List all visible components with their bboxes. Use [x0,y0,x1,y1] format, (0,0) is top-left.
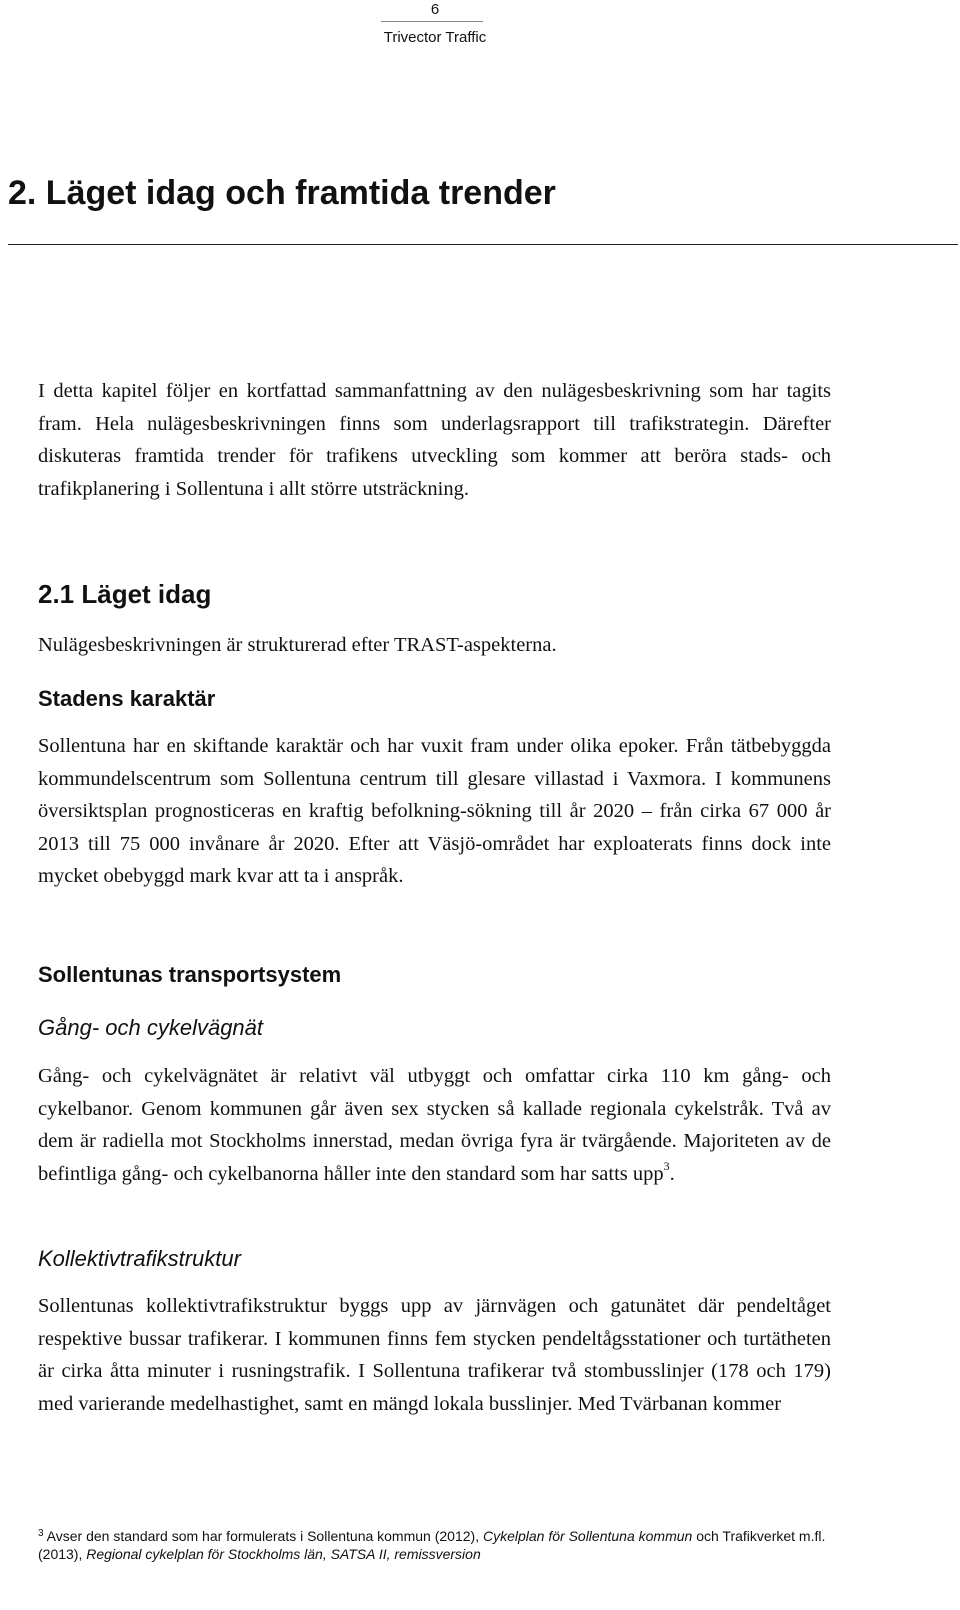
header-divider [381,21,483,22]
page-number: 6 [430,1,440,18]
intro-paragraph: I detta kapitel följer en kortfattad sammanfattning av den nulägesbeskrivning som har tagits fram. Hela nulägesbeskrivningen finns som underlagsrapport till trafikstrategin. Därefter diskuteras framtida trender för trafikens utveckling som kommer att beröra stads- och trafikplanering i Sollentuna i allt större utsträckning. [38,380,831,500]
kollektiv-paragraph: Sollentunas kollektivtrafikstruktur byggs upp av järnvägen och gatunätet där pendeltåget respektive bussar trafikerar. I kommunen finns fem stycken pendeltågsstationer och turtätheten är cirka åtta minuter i rusningstrafik. I Sollentuna trafikerar två stombusslinjer (178 och 179) med varierande medelhastighet, samt en mängd lokala busslinjer. Med Tvärbanan kommer [38,1295,831,1415]
section-heading: 2.1 Läget idag [38,579,212,609]
footnote-text-a: Avser den standard som har formulerats i Sollentuna kommun (2012), [43,1528,483,1544]
footnote-title-a: Cykelplan för Sollentuna kommun [482,1528,693,1544]
gang-cykel-end: . [669,1162,675,1185]
subheading-kollektivtrafikstruktur: Kollektivtrafikstruktur [38,1246,241,1271]
subheading-stadens-karaktar: Stadens karaktär [38,686,216,711]
footnote-number: 3 [38,1528,44,1539]
chapter-title: 2. Läget idag och framtida trender [8,174,556,212]
footnote-reference[interactable]: 3 [663,1158,670,1173]
gang-cykel-paragraph [38,1060,831,1190]
stadens-karaktar-paragraph: Sollentuna har en skiftande karaktär och har vuxit fram under olika epoker. Från tätbebyggda kommundelscentrum som Sollentuna centrum till glesare villastad i Vaxmora. I kommunens översiktsplan prognosticeras en kraftig befolkning-sökning till år 2020 – från cirka 67 000 år 2013 till 75 000 invånare år 2020. Efter att Väsjö-området har exploaterats finns dock inte mycket obebyggd mark kvar att ta i anspråk. [38,735,831,887]
footnote-title-b: Regional cykelplan för Stockholms län, SATSA II, remissversion [86,1546,481,1562]
header-company-name: Trivector Traffic [383,29,487,46]
footnote [38,1527,828,1563]
subheading-gang-cykelvagnat: Gång- och cykelvägnät [38,1015,264,1040]
chapter-divider [8,244,958,245]
footnote-text-b: och Trafikverket m.fl. (2013), [38,1528,826,1562]
gang-cykel-text: Gång- och cykelvägnätet är relativt väl utbyggt och omfattar cirka 110 km gång- och cykelbanor. Genom kommunen går även sex stycken så kallade regionala cykelstråk. Två av dem är radiella mot Stockholms innerstad, medan övriga fyra är tvärgående. Majoriteten av de befintliga gång- och cykelbanorna håller inte den standard som har satts upp [38,1065,831,1185]
section-intro-paragraph: Nulägesbeskrivningen är strukturerad efter TRAST-aspekterna. [38,634,557,656]
subheading-transportsystem: Sollentunas transportsystem [38,962,342,987]
